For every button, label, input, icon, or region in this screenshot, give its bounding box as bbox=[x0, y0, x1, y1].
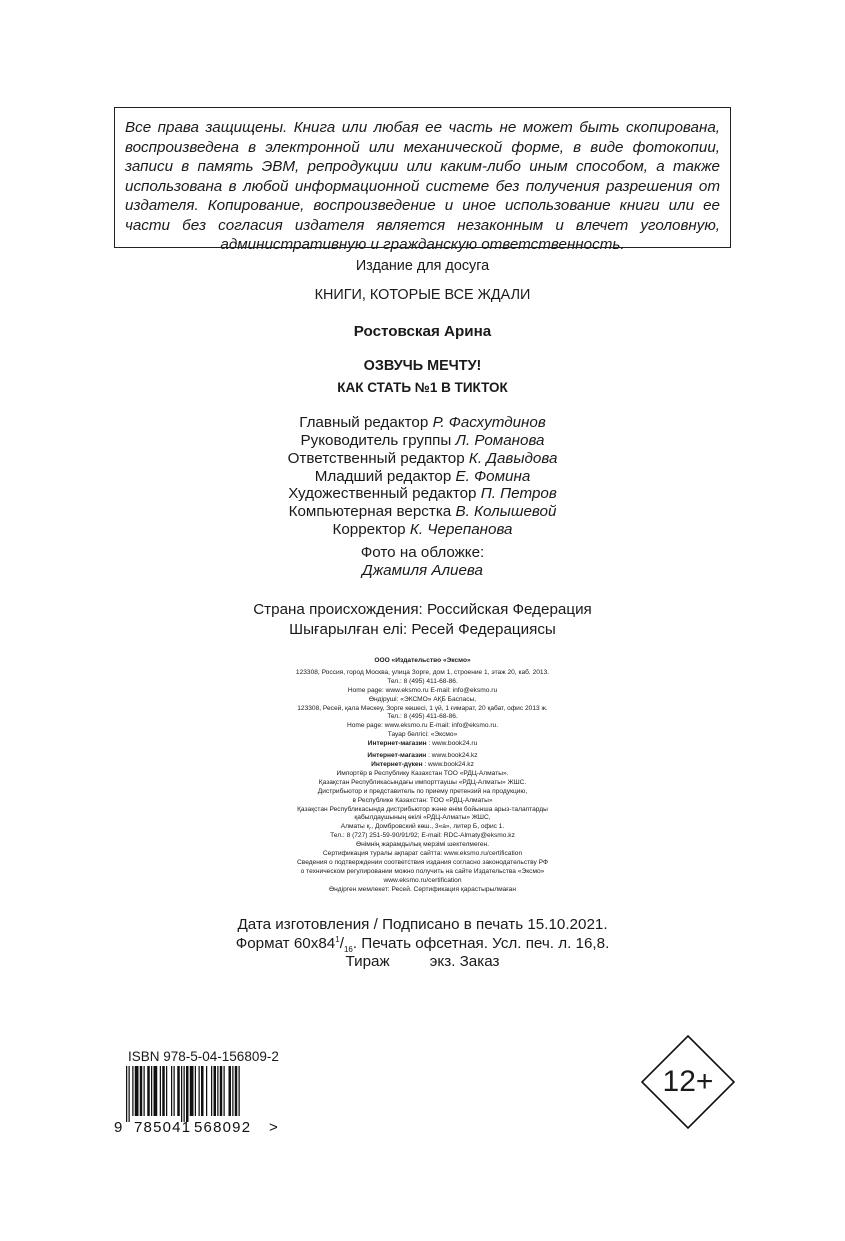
book-subtitle: КАК СТАТЬ №1 В ТИКТОК bbox=[337, 380, 508, 395]
book-title: ОЗВУЧЬ МЕЧТУ! bbox=[363, 358, 482, 374]
imprint-line: Сведения о подтверждении соответствия издания согласно законодательству РФ bbox=[297, 858, 548, 866]
credit-role: Компьютерная верстка bbox=[288, 503, 452, 520]
barcode-bar bbox=[217, 1066, 218, 1116]
barcode-bar bbox=[181, 1066, 182, 1122]
imprint-line: Сертификация туралы ақпарат сайтта: www.eksmo.ru/certification bbox=[322, 850, 523, 858]
credit-line bbox=[0, 414, 845, 431]
barcode-bar bbox=[177, 1066, 180, 1116]
credit-role: Руководитель группы bbox=[300, 432, 452, 449]
barcode-bar bbox=[135, 1066, 139, 1116]
credit-name: Е. Фомина bbox=[455, 468, 531, 485]
barcode-bar bbox=[144, 1066, 145, 1116]
cover-photo-name: Джамиля Алиева bbox=[362, 562, 483, 579]
credit-line bbox=[0, 521, 845, 538]
barcode-bar bbox=[129, 1066, 130, 1122]
barcode-bar bbox=[186, 1066, 189, 1122]
barcode-bar bbox=[162, 1066, 165, 1116]
credit-role: Корректор bbox=[332, 521, 406, 538]
author-name: Ростовская Арина bbox=[353, 323, 492, 340]
barcode-bar bbox=[232, 1066, 233, 1116]
imprint-line: Тел.: 8 (495) 411-68-86. bbox=[387, 713, 458, 721]
credit-name: В. Колышевой bbox=[455, 503, 557, 520]
credit-role: Ответственный редактор bbox=[287, 450, 465, 467]
format-line: Формат $60x84^1/_{16}$. Печать офсетная. Усл. печ. л. 16,8. bbox=[235, 935, 610, 955]
barcode-bar bbox=[151, 1066, 152, 1116]
barcode-bar bbox=[195, 1066, 196, 1116]
barcode-graphic bbox=[114, 1066, 304, 1136]
imprint-line: Өндіруші: «ЭКСМО» АҚБ Баспасы, bbox=[368, 695, 477, 703]
barcode-digits-right: 568092 bbox=[194, 1119, 252, 1136]
print-date: Дата изготовления / Подписано в печать 15.10.2021. bbox=[237, 916, 608, 933]
barcode-bar bbox=[132, 1066, 133, 1116]
credit-role: Художественный редактор bbox=[288, 485, 477, 502]
imprint-line: 123308, Ресей, қала Мәскеу, Зорге көшесі, 1 үй, 1 ғимарат, 20 қабат, офис 2013 ж. bbox=[297, 704, 548, 712]
imprint-line: Импортёр в Республику Казахстан ТОО «РДЦ-Алматы». bbox=[336, 769, 509, 777]
imprint-line: Тел.: 8 (495) 411-68-86. bbox=[387, 677, 458, 685]
credit-line bbox=[0, 468, 845, 485]
barcode-bar bbox=[220, 1066, 223, 1116]
barcode-end-marker: > bbox=[269, 1119, 278, 1136]
credit-name: К. Давыдова bbox=[468, 450, 558, 467]
credit-name: Р. Фасхутдинов bbox=[432, 414, 546, 431]
imprint-line: www.eksmo.ru/certification bbox=[383, 876, 462, 884]
barcode-bar bbox=[184, 1066, 185, 1122]
imprint-line: Дистрибьютор и представитель по приему претензий на продукцию, bbox=[317, 787, 528, 795]
barcode-bar bbox=[126, 1066, 127, 1122]
credit-role: Младший редактор bbox=[314, 468, 452, 485]
imprint-line: Өндірген мемлекет: Ресей. Сертификация қарастырылмаған bbox=[328, 885, 516, 893]
origin-kz: Шығарылған елі: Ресей Федерациясы bbox=[289, 621, 556, 638]
imprint-shop-line: Интернет-магазин : www.book24.kz bbox=[367, 752, 478, 760]
barcode-bar bbox=[199, 1066, 200, 1116]
credit-line bbox=[0, 503, 845, 520]
barcode-bar bbox=[174, 1066, 175, 1116]
origin-ru: Страна происхождения: Российская Федерация bbox=[253, 601, 592, 618]
barcode-bar bbox=[140, 1066, 143, 1116]
imprint-line: в Республике Казахстан: ТОО «РДЦ-Алматы» bbox=[352, 796, 493, 804]
barcode-bar bbox=[154, 1066, 158, 1116]
imprint-line: Home page: www.eksmo.ru E-mail: info@eksmo.ru bbox=[347, 686, 498, 694]
barcode-bar bbox=[235, 1066, 238, 1116]
rights-notice-box bbox=[114, 107, 731, 253]
imprint-line: Қазақстан Республикасындағы импорттаушы «РДЦ-Алматы» ЖШС. bbox=[318, 778, 527, 786]
credit-name: К. Черепанова bbox=[409, 521, 513, 538]
edition-type: Издание для досуга bbox=[355, 258, 490, 274]
cover-photo-label: Фото на обложке: bbox=[360, 544, 485, 561]
barcode-bar bbox=[239, 1066, 240, 1116]
imprint-shop-line: Интернет-магазин : www.book24.ru bbox=[367, 740, 478, 748]
imprint-line: Тел.: 8 (727) 251-59-90/91/92; E-mail: RDC-Almaty@eksmo.kz bbox=[330, 832, 515, 840]
imprint-line: Қазақстан Республикасында дистрибьютор және өнім бойынша арыз-талаптарды bbox=[297, 805, 548, 813]
imprint-shop-line: Интернет-дүкен : www.book24.kz bbox=[371, 760, 474, 768]
publisher-imprint bbox=[180, 657, 665, 895]
barcode-bar bbox=[171, 1066, 172, 1116]
circulation-line: Тираж экз. Заказ bbox=[345, 953, 500, 970]
imprint-line: о техническом регулировании можно получить на сайте Издательства «Эксмо» bbox=[300, 867, 545, 875]
credit-role: Главный редактор bbox=[299, 414, 429, 431]
imprint-line: Home page: www.eksmo.ru E-mail: info@eksmo.ru. bbox=[346, 722, 499, 730]
barcode-bar bbox=[214, 1066, 217, 1116]
imprint-line: Тауар белгісі: «Эксмо» bbox=[387, 731, 458, 739]
imprint-line: Өнімнің жарамдылық мерзімі шектелмеген. bbox=[355, 841, 490, 849]
rights-notice-text: Все права защищены. Книга или любая ее часть не может быть скопирована, воспроизведена в электронной или механической форме, в виде фотокопии, записи в память ЭВМ, репродукции или каким-либо иным способом, а также использована в любой информационной системе без получения разрешения от издателя. Копирование, воспроизведение и иное использование книги или ее части без согласия издателя является незаконным и влечет уголовную, административную и гражданскую ответственность. bbox=[125, 119, 720, 253]
isbn-label: ISBN 978-5-04-156809-2 bbox=[128, 1049, 279, 1064]
barcode-bar bbox=[229, 1066, 232, 1116]
barcode-bar bbox=[190, 1066, 194, 1116]
barcode-bar bbox=[147, 1066, 150, 1116]
age-rating-label: 12+ bbox=[662, 1065, 714, 1098]
barcode-bar bbox=[201, 1066, 204, 1116]
credit-line bbox=[0, 432, 845, 449]
credit-name: П. Петров bbox=[480, 485, 557, 502]
series-name: КНИГИ, КОТОРЫЕ ВСЕ ЖДАЛИ bbox=[314, 287, 531, 303]
imprint-line: 123308, Россия, город Москва, улица Зорге, дом 1, строение 1, этаж 20, каб. 2013. bbox=[295, 668, 550, 676]
barcode-digits-left: 785041 bbox=[134, 1119, 192, 1136]
credit-line bbox=[0, 450, 845, 467]
credit-line bbox=[0, 485, 845, 502]
barcode-bar bbox=[160, 1066, 161, 1116]
imprint-line: Алматы қ., Домбровский көш., 3«а», литер Б, офис 1. bbox=[340, 823, 505, 831]
credit-name: Л. Романова bbox=[455, 432, 545, 449]
barcode-bar bbox=[206, 1066, 207, 1116]
imprint-publisher: ООО «Издательство «Эксмо» bbox=[374, 657, 471, 664]
barcode-digit-first: 9 bbox=[114, 1119, 123, 1136]
barcode-bar bbox=[166, 1066, 167, 1116]
imprint-line: қабылдаушының өкілі «РДЦ-Алматы» ЖШС, bbox=[354, 814, 491, 822]
barcode-bar bbox=[211, 1066, 212, 1116]
barcode-bar bbox=[224, 1066, 225, 1116]
